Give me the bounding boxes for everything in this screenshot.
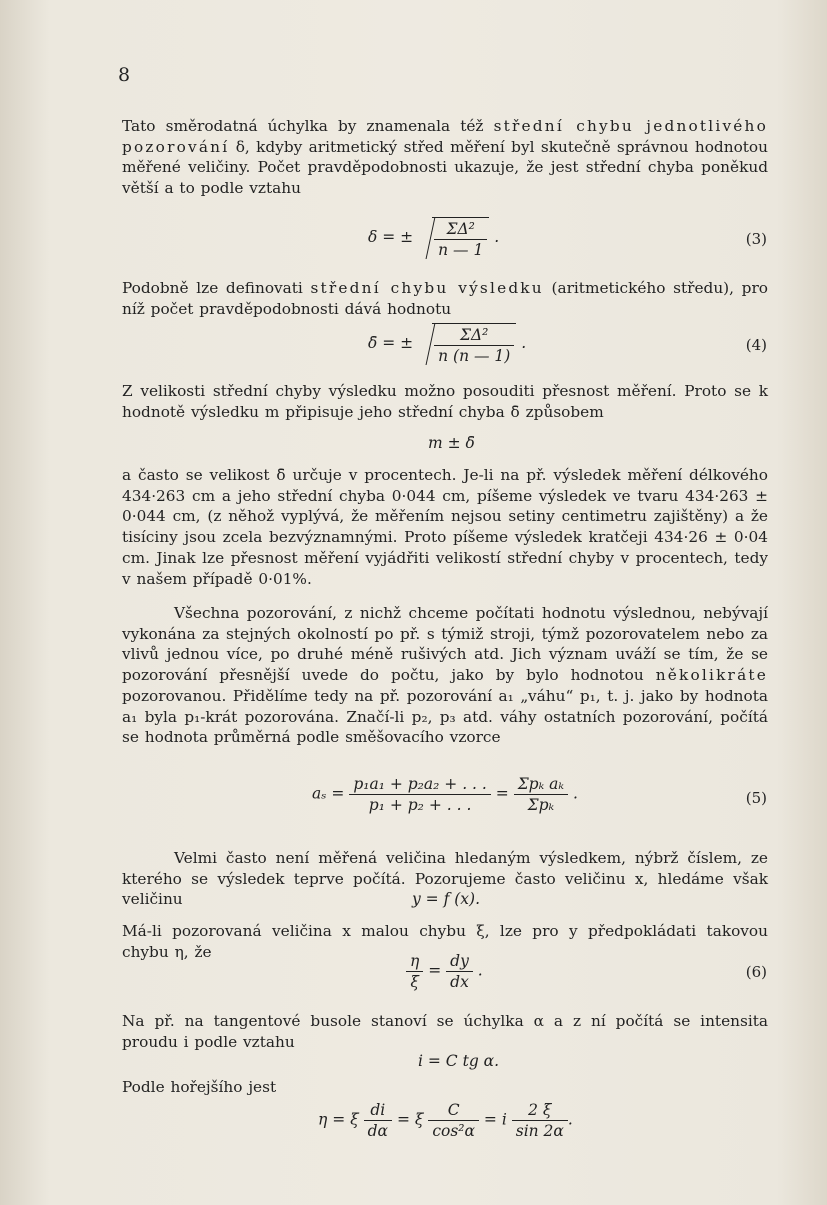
numerator: 2 ξ: [512, 1101, 568, 1121]
denominator: dx: [450, 973, 469, 991]
equation-3: δ = ± $\frac{\text{ΣΔ²}}{n — 1}$ .: [368, 217, 499, 259]
numerator: Σpₖ aₖ: [514, 775, 568, 795]
denominator: p₁ + p₂ + . . .: [368, 796, 472, 814]
numerator: ΣΔ²: [434, 220, 487, 240]
eq-mid: = i: [483, 1110, 507, 1129]
denominator: ξ: [410, 973, 419, 991]
fraction: [406, 952, 423, 991]
text: pozorovanou. Přidělíme tedy na př. pozorování a₁ „váhu“ p₁, t. j. jako by hodnota a₁ byla p₁-krát pozorována. Značí-li p₂, p₃ atd. váhy ostatních pozorování, počítá se hodnota průměrná podle směšovacího vzorce: [122, 686, 768, 747]
paragraph-error-propagation: Má-li pozorovaná veličina x malou chybu ξ, lze pro y předpokládati takovou chybu η, že: [122, 922, 768, 961]
equation-6: $\frac{\eta}{\xi}$ = $\frac{dy}{dx}$ .: [406, 952, 483, 991]
paragraph-hence: Podle hořejšího jest: [122, 1078, 277, 1096]
fraction: [428, 1101, 479, 1140]
text: δ, kdyby aritmetický střed měření byl skutečně správnou hodnotou měřené veličiny. Počet pravděpodobnosti ukazuje, že jest střední chyba poněkud větší a to podle vztahu: [122, 137, 768, 198]
sqrt: [418, 323, 516, 365]
spaced-term: několikráte: [655, 666, 768, 685]
eq-lhs: η = ξ: [318, 1110, 359, 1129]
denominator: n (n — 1): [438, 347, 511, 365]
denominator: sin 2α: [515, 1122, 564, 1140]
eq-lhs: aₛ =: [312, 784, 345, 803]
fraction: [349, 775, 491, 814]
numerator: di: [364, 1101, 392, 1121]
paragraph-percent: a často se velikost δ̄ určuje v procentech. Je-li na př. výsledek měření délkového 434·263 cm a jeho střední chyba 0·044 cm, píšeme výsledek ve tvaru 434·263 ± 0·044 cm, (z něhož vyplývá, že měřením nejsou setiny centimetru zajištěny) a že tisíciny jsou zcela bezvýznamnými. Proto píšeme výsledek kratčeji 434·26 ± 0·04 cm. Jinak lze přesnost měření vyjádřiti velikostí střední chyby v procentech, tedy v našem případě 0·01%.: [122, 466, 768, 588]
text: Podobně lze definovati: [122, 279, 311, 297]
equation-5: aₛ = $\frac{\text{p₁a₁ + p₂a₂ + . . .}}{\text{p₁ + p₂ + . . .}}$ = $\frac{\text{Σpₖ aₖ}}{\text{Σpₖ}}$ .: [312, 775, 578, 814]
spaced-term: střední chybu jednotlivého pozorování: [122, 117, 768, 156]
equation-i-ctg: i = C tg α.: [418, 1052, 500, 1070]
equation-4: δ̄ = ± $\frac{\text{ΣΔ²}}{n (n — 1)}$ .: [368, 323, 526, 365]
eq-lhs: δ̄ = ±: [368, 334, 414, 352]
paragraph-standard-error: [122, 116, 768, 199]
fraction: [364, 1101, 392, 1140]
paragraph-function: Velmi často není měřená veličina hledaným výsledkem, nýbrž číslem, ze kterého se výsledek teprve počítá. Pozorujeme často veličinu x, hledáme však veličinu: [122, 849, 768, 909]
period: .: [567, 1110, 573, 1129]
equation-m-pm-delta: m ± δ̄: [428, 434, 475, 452]
denominator: Σpₖ: [527, 796, 555, 814]
fraction: [446, 952, 473, 991]
equation-number-6: (6): [745, 963, 767, 981]
equation-y-fx: y = f (x).: [412, 890, 481, 908]
denominator: n — 1: [438, 241, 484, 259]
equals: =: [428, 961, 442, 980]
paragraph-weights: [122, 603, 768, 748]
numerator: p₁a₁ + p₂a₂ + . . .: [349, 775, 491, 795]
eq-mid: = ξ: [396, 1110, 424, 1129]
fraction: [512, 1101, 568, 1140]
denominator: cos²α: [432, 1122, 475, 1140]
fraction: [514, 775, 568, 814]
numerator: dy: [446, 952, 473, 972]
sqrt: [418, 217, 489, 259]
text: (aritmetického středu), pro níž počet pravděpodobnosti dává hodnotu: [122, 279, 768, 318]
text: Tato směrodatná úchylka by znamenala též: [122, 117, 494, 135]
numerator: C: [428, 1101, 479, 1121]
numerator: ΣΔ²: [434, 326, 514, 346]
paragraph-precision: Z velikosti střední chyby výsledku možno posouditi přesnost měření. Proto se k hodnotě výsledku m připisuje jeho střední chyba δ̄ způsobem: [122, 382, 768, 421]
paragraph-tangent-galvanometer: Na př. na tangentové busole stanoví se úchylka α a z ní počítá se intensita proudu i podle vztahu: [122, 1012, 768, 1051]
equals: =: [495, 784, 509, 803]
equation-number-3: (3): [745, 230, 767, 248]
text: Všechna pozorování, z nichž chceme počítati hodnotu výslednou, nebývají vykonána za stejných okolností po př. s týmiž stroji, týmž pozorovatelem nebo za vlivů jednou více, po druhé méně rušivých atd. Jich význam uváží se tím, že se pozorování přesnější uvede do počtu, jako by bylo hodnotou: [122, 604, 768, 685]
eq-lhs: δ = ±: [368, 228, 414, 246]
numerator: η: [406, 952, 423, 972]
page-number: 8: [118, 64, 131, 86]
paragraph-result-error: [122, 278, 768, 319]
equation-number-4: (4): [745, 336, 767, 354]
denominator: dα: [367, 1122, 388, 1140]
equation-number-5: (5): [745, 789, 767, 807]
equation-7: [318, 1101, 573, 1140]
spaced-term: střední chybu výsledku: [310, 279, 544, 297]
